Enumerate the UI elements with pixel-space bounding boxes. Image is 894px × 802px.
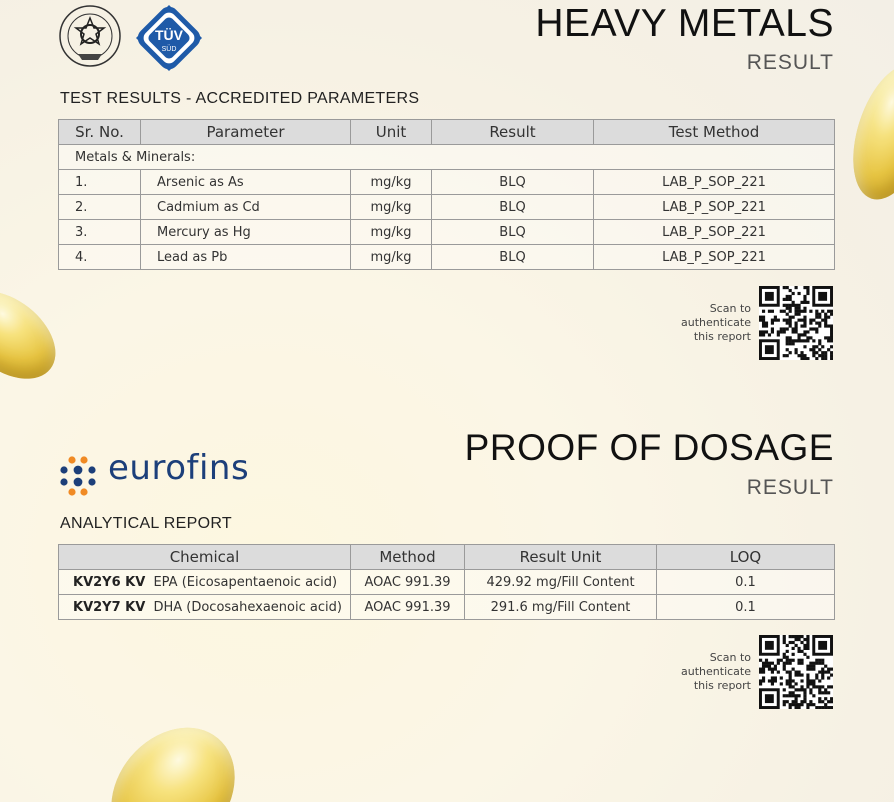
accreditation-emblem-logo xyxy=(58,4,122,68)
qr-code-icon[interactable] xyxy=(759,635,833,709)
qr-caption-line: Scan to xyxy=(709,302,751,315)
column-header-unit: Unit xyxy=(351,120,432,145)
table-row xyxy=(59,595,835,620)
chemical-cell xyxy=(59,595,351,620)
parameter-cell: Cadmium as Cd xyxy=(141,195,351,220)
column-header-result: Result xyxy=(432,120,594,145)
loq-cell: 0.1 xyxy=(657,570,835,595)
table-group-row xyxy=(59,145,835,170)
table-row xyxy=(59,245,835,270)
chemical-cell xyxy=(59,570,351,595)
tuv-bottom-text: SÜD xyxy=(161,46,177,53)
table-row xyxy=(59,570,835,595)
proof-of-dosage-subtitle: RESULT xyxy=(746,476,834,499)
sample-code: KV2Y7 KV xyxy=(73,599,146,615)
sr-no-cell: 1. xyxy=(59,170,141,195)
qr-caption-line: authenticate xyxy=(681,316,751,329)
qr-caption-line: Scan to xyxy=(709,651,751,664)
proof-of-dosage-title: PROOF OF DOSAGE xyxy=(464,427,834,468)
sr-no-cell: 4. xyxy=(59,245,141,270)
method-cell: LAB_P_SOP_221 xyxy=(594,245,835,270)
eurofins-logo xyxy=(58,448,250,503)
column-header-sr-no: Sr. No. xyxy=(59,120,141,145)
table-row xyxy=(59,220,835,245)
result-cell: BLQ xyxy=(432,195,594,220)
table-row xyxy=(59,170,835,195)
sample-code: KV2Y6 KV xyxy=(73,574,146,590)
parameter-cell: Lead as Pb xyxy=(141,245,351,270)
result-cell: BLQ xyxy=(432,170,594,195)
result-unit-cell: 291.6 mg/Fill Content xyxy=(465,595,657,620)
heavy-metals-table xyxy=(58,119,835,270)
tuv-top-text: TÜV xyxy=(155,27,183,43)
tuv-sud-logo xyxy=(134,3,204,73)
column-header-test-method: Test Method xyxy=(594,120,835,145)
result-cell: BLQ xyxy=(432,220,594,245)
heavy-metals-subtitle: RESULT xyxy=(746,51,834,74)
column-header-method: Method xyxy=(351,545,465,570)
unit-cell: mg/kg xyxy=(351,170,432,195)
result-cell: BLQ xyxy=(432,245,594,270)
unit-cell: mg/kg xyxy=(351,245,432,270)
table-header-row xyxy=(59,545,835,570)
column-header-chemical: Chemical xyxy=(59,545,351,570)
qr-scan-caption xyxy=(681,302,751,344)
sr-no-cell: 2. xyxy=(59,195,141,220)
table-row xyxy=(59,195,835,220)
analytical-report-title: ANALYTICAL REPORT xyxy=(60,515,232,532)
unit-cell: mg/kg xyxy=(351,220,432,245)
method-cell: LAB_P_SOP_221 xyxy=(594,170,835,195)
result-unit-cell: 429.92 mg/Fill Content xyxy=(465,570,657,595)
group-label: Metals & Minerals: xyxy=(59,145,835,170)
qr-scan-caption xyxy=(681,651,751,693)
qr-caption-line: authenticate xyxy=(681,665,751,678)
eurofins-dots-icon xyxy=(58,454,102,498)
eurofins-wordmark: eurofins xyxy=(108,448,250,488)
parameter-cell: Arsenic as As xyxy=(141,170,351,195)
column-header-loq: LOQ xyxy=(657,545,835,570)
parameter-cell: Mercury as Hg xyxy=(141,220,351,245)
capsule-image-bottom xyxy=(86,703,260,802)
qr-code-icon[interactable] xyxy=(759,286,833,360)
heavy-metals-title: HEAVY METALS xyxy=(535,2,834,45)
chemical-name: DHA (Docosahexaenoic acid) xyxy=(153,599,342,615)
table-header-row xyxy=(59,120,835,145)
capsule-image-right-top xyxy=(838,55,894,210)
capsule-image-left-middle xyxy=(0,274,72,397)
dosage-table xyxy=(58,544,835,620)
column-header-parameter: Parameter xyxy=(141,120,351,145)
sr-no-cell: 3. xyxy=(59,220,141,245)
unit-cell: mg/kg xyxy=(351,195,432,220)
method-cell: AOAC 991.39 xyxy=(351,570,465,595)
method-cell: LAB_P_SOP_221 xyxy=(594,195,835,220)
qr-caption-line: this report xyxy=(693,679,751,692)
test-results-section-title: TEST RESULTS - ACCREDITED PARAMETERS xyxy=(60,90,420,107)
method-cell: LAB_P_SOP_221 xyxy=(594,220,835,245)
column-header-result-unit: Result Unit xyxy=(465,545,657,570)
qr-caption-line: this report xyxy=(693,330,751,343)
method-cell: AOAC 991.39 xyxy=(351,595,465,620)
chemical-name: EPA (Eicosapentaenoic acid) xyxy=(153,574,338,590)
loq-cell: 0.1 xyxy=(657,595,835,620)
